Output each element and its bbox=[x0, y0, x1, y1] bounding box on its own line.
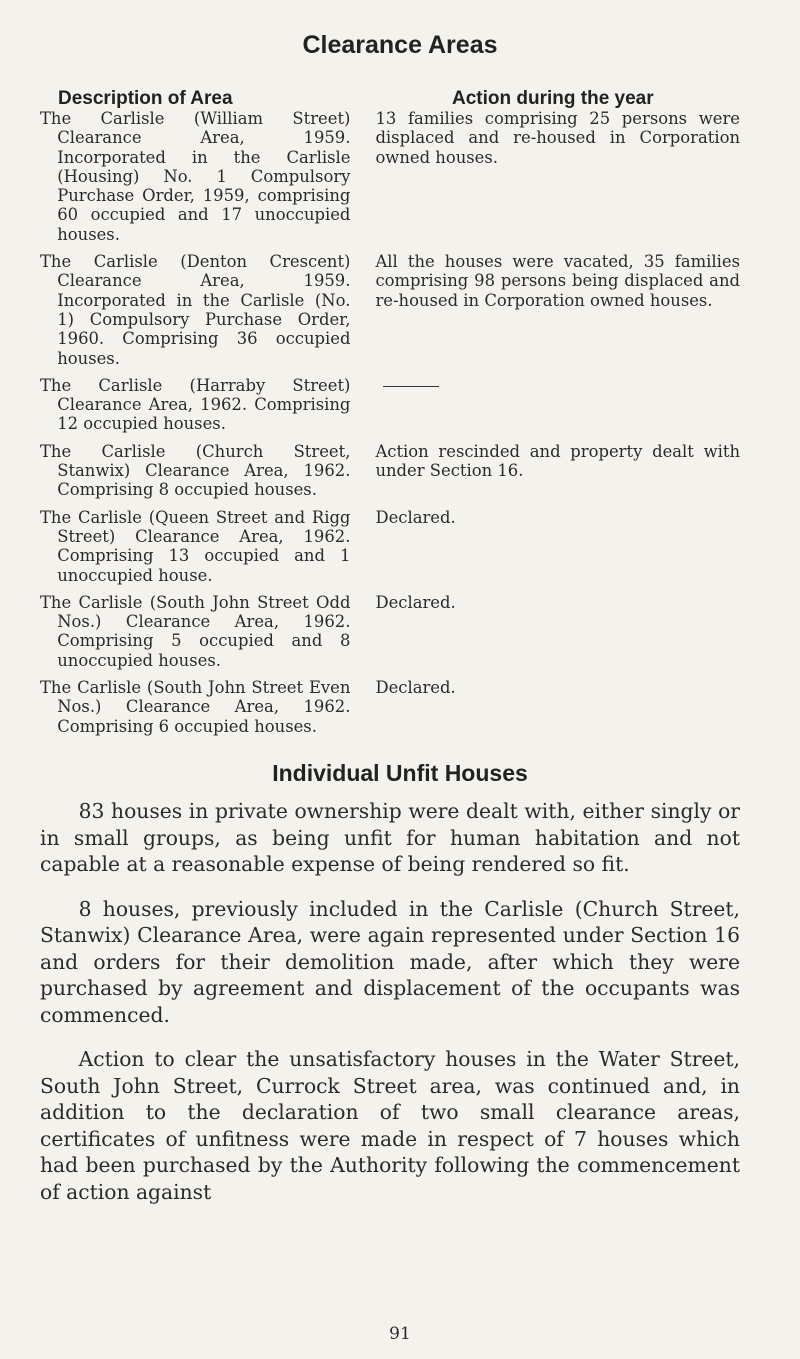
area-action: Declared. bbox=[375, 592, 456, 612]
dash-divider bbox=[383, 386, 439, 387]
column-header-action: Action during the year bbox=[452, 88, 654, 109]
area-description: The Carlisle (Church Street, Stanwix) Clearance Area, 1962. Comprising 8 occupied houses. bbox=[40, 441, 351, 500]
table-row bbox=[40, 678, 740, 736]
area-description: The Carlisle (South John Street Even Nos.) Clearance Area, 1962. Comprising 6 occupied houses. bbox=[40, 678, 351, 736]
body-text bbox=[40, 798, 740, 1223]
paragraph: Action to clear the unsatisfactory houses in the Water Street, South John Street, Currock Street area, was continued and, in addition to the declaration of two small clearance areas, certificates of unfitness were made in respect of 7 houses which had been purchased by the Authority following the commencement of action against bbox=[40, 1047, 740, 1204]
area-action: 13 families comprising 25 persons were displaced and re-housed in Corporation owned houses. bbox=[375, 109, 740, 167]
area-action: Declared. bbox=[375, 507, 456, 527]
column-header-description: Description of Area bbox=[58, 88, 233, 109]
area-action: Action rescinded and property dealt with under Section 16. bbox=[375, 441, 740, 481]
area-description: The Carlisle (Harraby Street) Clearance Area, 1962. Comprising 12 occupied houses. bbox=[40, 375, 351, 434]
paragraph: 83 houses in private ownership were dealt with, either singly or in small groups, as being unfit for human habitation and not capable at a reasonable expense of being rendered so fit. bbox=[40, 799, 740, 876]
paragraph: 8 houses, previously included in the Carlisle (Church Street, Stanwix) Clearance Area, were again represented under Section 16 and orders for their demolition made, after which they were purchased by agreement and displacement of the occupants was commenced. bbox=[40, 896, 740, 1027]
section-heading: Individual Unfit Houses bbox=[272, 760, 528, 786]
page-number: 91 bbox=[389, 1324, 411, 1344]
area-description: The Carlisle (Denton Crescent) Clearance Area, 1959. Incorporated in the Carlisle (No. 1) Compulsory Purchase Order, 1960. Comprising 36 occupied houses. bbox=[40, 252, 351, 368]
area-action: Declared. bbox=[375, 678, 456, 698]
table-row bbox=[40, 593, 740, 670]
table-row bbox=[40, 252, 740, 368]
area-description: The Carlisle (Queen Street and Rigg Street) Clearance Area, 1962. Comprising 13 occupied and 1 unoccupied house. bbox=[40, 507, 351, 585]
clearance-areas-table bbox=[40, 109, 740, 744]
table-row bbox=[40, 109, 740, 244]
table-row bbox=[40, 442, 740, 500]
area-description: The Carlisle (William Street) Clearance Area, 1959. Incorporated in the Carlisle (Housing) No. 1 Compulsory Purchase Order, 1959, comprising 60 occupied and 17 unoccupied houses. bbox=[40, 109, 351, 244]
table-row bbox=[40, 376, 740, 434]
table-row bbox=[40, 508, 740, 585]
page-title: Clearance Areas bbox=[302, 31, 498, 59]
area-action-none bbox=[375, 376, 740, 434]
area-action: All the houses were vacated, 35 families comprising 98 persons being displaced and re-housed in Corporation owned houses. bbox=[375, 252, 740, 310]
area-description: The Carlisle (South John Street Odd Nos.) Clearance Area, 1962. Comprising 5 occupied and 8 unoccupied houses. bbox=[40, 592, 351, 670]
